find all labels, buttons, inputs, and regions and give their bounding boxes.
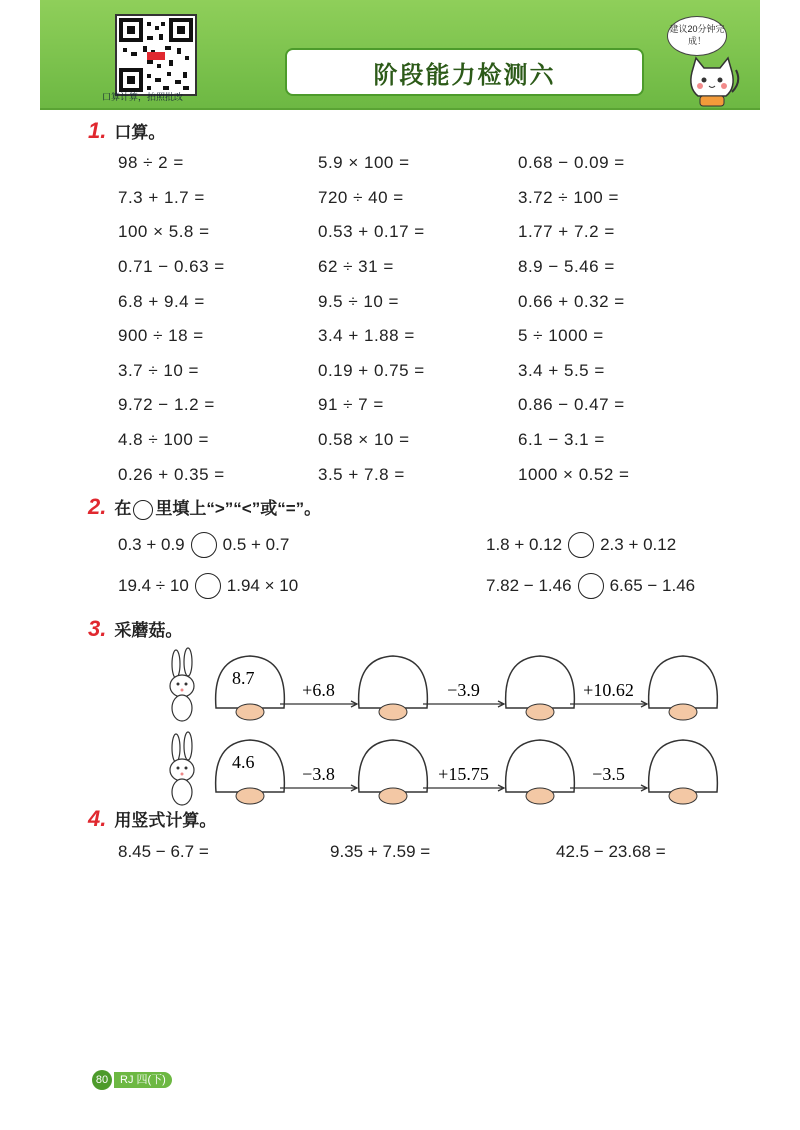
section-1-title	[88, 118, 165, 144]
section-2-title	[88, 494, 321, 520]
operation-label: +15.75	[438, 764, 489, 784]
mental-math-item: 62 ÷ 31 =	[318, 257, 394, 277]
mental-math-item: 720 ÷ 40 =	[318, 187, 404, 207]
mental-math-item: 5.9 × 100 =	[318, 153, 410, 173]
mental-math-row	[118, 457, 718, 492]
operation-label: +10.62	[583, 680, 634, 700]
start-number: 4.6	[232, 752, 255, 772]
start-number: 8.7	[232, 668, 255, 688]
section-4-title	[88, 806, 216, 832]
mental-math-row	[118, 215, 718, 250]
operation-label: −3.9	[447, 680, 480, 700]
operation-label: −3.5	[592, 764, 625, 784]
mental-math-item: 0.53 + 0.17 =	[318, 222, 425, 242]
mushroom[interactable]	[359, 656, 428, 720]
mental-math-row	[118, 319, 718, 354]
section-2-label-pre: 在	[114, 499, 132, 518]
vertical-calc-item: 9.35 + 7.59 =	[330, 842, 431, 861]
compare-right: 6.65 − 1.46	[609, 576, 696, 595]
qr-code[interactable]	[115, 14, 197, 96]
rabbit-icon	[170, 648, 194, 721]
mental-math-item: 4.8 ÷ 100 =	[118, 430, 209, 450]
section-1-number: 1.	[88, 118, 107, 143]
vertical-calc-item: 8.45 − 6.7 =	[118, 842, 209, 861]
mental-math-item: 3.72 ÷ 100 =	[518, 187, 619, 207]
mental-math-item: 1.77 + 7.2 =	[518, 222, 615, 242]
mental-math-item: 0.58 × 10 =	[318, 430, 410, 450]
mental-math-item: 1000 × 0.52 =	[518, 464, 630, 484]
mental-math-item: 3.4 + 5.5 =	[518, 360, 605, 380]
page-header	[40, 0, 760, 110]
mental-math-row	[118, 146, 718, 181]
compare-left: 0.3 + 0.9	[118, 535, 185, 554]
section-2-label-post: 里填上“>”“<”或“=”。	[155, 499, 322, 518]
compare-right: 0.5 + 0.7	[222, 535, 290, 554]
mental-math-item: 7.3 + 1.7 =	[118, 187, 205, 207]
compare-left: 19.4 ÷ 10	[118, 576, 189, 595]
operation-label: −3.8	[302, 764, 335, 784]
mental-math-item: 6.8 + 9.4 =	[118, 291, 205, 311]
mental-math-item: 3.5 + 7.8 =	[318, 464, 405, 484]
cat-mascot-icon	[682, 52, 742, 108]
mental-math-row	[118, 354, 718, 389]
mushroom[interactable]	[216, 656, 285, 720]
section-1-label: 口算。	[114, 123, 166, 142]
mental-math-row	[118, 423, 718, 458]
compare-left: 7.82 − 1.46	[486, 576, 572, 595]
rabbit-icon	[170, 732, 194, 805]
mental-math-grid	[118, 146, 718, 492]
compare-item	[118, 532, 289, 558]
mental-math-item: 3.4 + 1.88 =	[318, 326, 415, 346]
mental-math-item: 0.19 + 0.75 =	[318, 360, 425, 380]
mental-math-row	[118, 250, 718, 285]
mushroom[interactable]	[649, 740, 718, 804]
grade-label: RJ 四(下)	[114, 1072, 172, 1088]
mental-math-item: 0.71 − 0.63 =	[118, 257, 225, 277]
mushroom[interactable]	[649, 656, 718, 720]
page-number: 80	[92, 1070, 112, 1090]
section-3-label: 采蘑菇。	[114, 621, 183, 640]
mushroom[interactable]	[216, 740, 285, 804]
compare-right: 2.3 + 0.12	[600, 535, 677, 554]
section-3-title	[88, 616, 182, 642]
mental-math-item: 9.5 ÷ 10 =	[318, 291, 399, 311]
mental-math-item: 0.66 + 0.32 =	[518, 291, 625, 311]
mental-math-item: 100 × 5.8 =	[118, 222, 210, 242]
section-4-label: 用竖式计算。	[114, 811, 217, 830]
answer-circle[interactable]	[568, 532, 594, 558]
mushroom[interactable]	[359, 740, 428, 804]
mental-math-row	[118, 181, 718, 216]
qr-caption: 口算计算，拍照批改	[102, 92, 184, 102]
operation-label: +6.8	[302, 680, 335, 700]
compare-item	[118, 573, 298, 599]
mental-math-item: 8.9 − 5.46 =	[518, 257, 615, 277]
answer-circle[interactable]	[578, 573, 604, 599]
mental-math-row	[118, 388, 718, 423]
compare-item	[486, 573, 695, 599]
mental-math-row	[118, 284, 718, 319]
mental-math-item: 3.7 ÷ 10 =	[118, 360, 199, 380]
circle-icon	[133, 500, 153, 520]
section-4-number: 4.	[88, 806, 107, 831]
mushroom-chains	[0, 640, 800, 810]
mental-math-item: 5 ÷ 1000 =	[518, 326, 604, 346]
mental-math-item: 900 ÷ 18 =	[118, 326, 204, 346]
mental-math-item: 0.68 − 0.09 =	[518, 153, 625, 173]
mental-math-item: 6.1 − 3.1 =	[518, 430, 605, 450]
page-title: 阶段能力检测六	[285, 48, 644, 96]
compare-right: 1.94 × 10	[226, 576, 299, 595]
mushroom[interactable]	[506, 656, 575, 720]
mental-math-item: 0.86 − 0.47 =	[518, 395, 625, 415]
section-3-number: 3.	[88, 616, 107, 641]
mental-math-item: 91 ÷ 7 =	[318, 395, 384, 415]
mental-math-item: 0.26 + 0.35 =	[118, 464, 225, 484]
mental-math-item: 98 ÷ 2 =	[118, 153, 184, 173]
mushroom[interactable]	[506, 740, 575, 804]
vertical-calc-item: 42.5 − 23.68 =	[556, 842, 666, 861]
answer-circle[interactable]	[195, 573, 221, 599]
tip-bubble: 建议20分钟完成！	[667, 16, 727, 56]
answer-circle[interactable]	[191, 532, 217, 558]
section-2-number: 2.	[88, 494, 107, 519]
compare-item	[486, 532, 676, 558]
mental-math-item: 9.72 − 1.2 =	[118, 395, 215, 415]
compare-left: 1.8 + 0.12	[486, 535, 563, 554]
